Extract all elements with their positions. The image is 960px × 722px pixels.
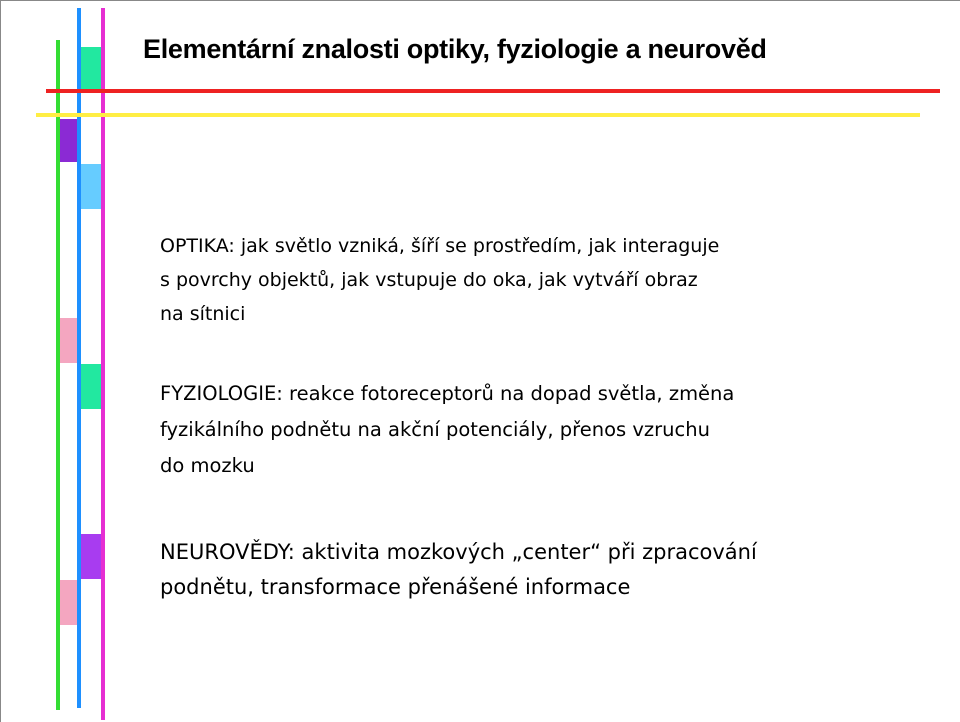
paragraph-line: fyzikálního podnětu na akční potenciály, přenos vzruchu: [160, 418, 710, 441]
decor-block-sky: [81, 164, 101, 209]
decor-block-purple: [60, 119, 77, 162]
paragraph-line: s povrchy objektů, jak vstupuje do oka, jak vytváří obraz: [160, 269, 698, 291]
slide-left-border: [0, 0, 1, 722]
paragraph-line: podnětu, transformace přenášené informace: [160, 575, 631, 599]
paragraph-optika: [160, 229, 719, 331]
decor-block-teal-middle: [81, 364, 101, 409]
paragraph-line: FYZIOLOGIE: reakce fotoreceptorů na dopad světla, změna: [160, 382, 735, 405]
paragraph-neurovedy: [160, 535, 757, 605]
paragraph-fyziologie: [160, 376, 734, 484]
paragraph-line: do mozku: [160, 454, 255, 477]
paragraph-line: NEUROVĚDY: aktivita mozkových „center“ při zpracování: [160, 540, 757, 564]
paragraph-line: na sítnici: [160, 303, 246, 325]
decor-block-violet: [81, 534, 101, 579]
slide-title: Elementární znalosti optiky, fyziologie a neurověd: [143, 34, 767, 64]
decor-block-pink-bottom: [60, 580, 77, 625]
paragraph-line: OPTIKA: jak světlo vzniká, šíří se prostředím, jak interaguje: [160, 235, 720, 257]
decor-horizontal-line-red: [46, 89, 940, 93]
slide-top-border: [0, 0, 960, 1]
decor-block-pink-middle: [60, 318, 77, 363]
decor-block-teal-top: [81, 47, 101, 90]
decor-horizontal-line-yellow: [36, 113, 920, 117]
